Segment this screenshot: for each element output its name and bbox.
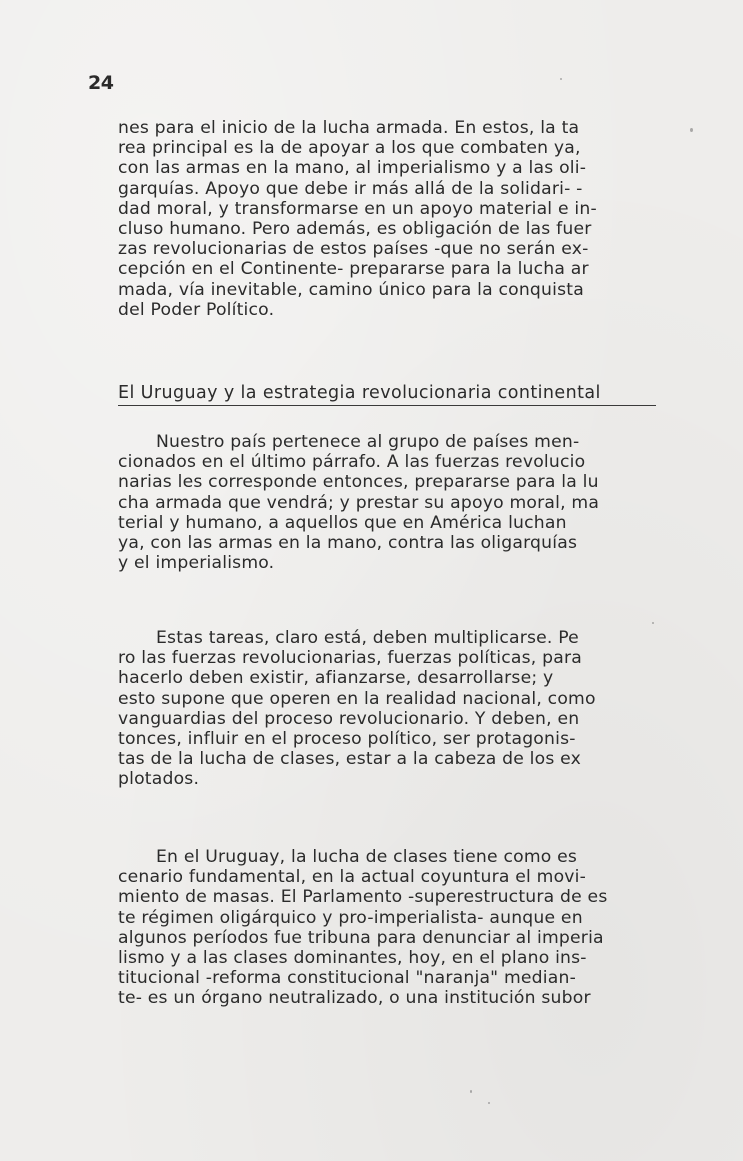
scan-speck bbox=[470, 1090, 472, 1093]
text-line: narias les corresponde entonces, prepararse para la lu bbox=[118, 472, 599, 493]
text-line: vanguardias del proceso revolucionario. Y deben, en bbox=[118, 708, 580, 729]
scan-speck bbox=[690, 128, 693, 132]
text-line: dad moral, y transformarse en un apoyo material e in- bbox=[118, 198, 597, 219]
paragraph-3 bbox=[118, 628, 658, 790]
text-line: lismo y a las clases dominantes, hoy, en el plano ins- bbox=[118, 947, 587, 968]
section-heading: El Uruguay y la estrategia revolucionaria continental bbox=[118, 383, 601, 403]
page-number: 24 bbox=[88, 72, 114, 94]
paragraph-1 bbox=[118, 118, 658, 320]
text-line: cha armada que vendrá; y prestar su apoyo moral, ma bbox=[118, 492, 600, 513]
text-line: cenario fundamental, en la actual coyuntura el movi- bbox=[118, 867, 587, 888]
scan-speck bbox=[652, 622, 654, 624]
text-line: garquías. Apoyo que debe ir más allá de la solidari- - bbox=[118, 178, 583, 199]
text-line: del Poder Político. bbox=[118, 299, 275, 320]
scan-speck bbox=[488, 1102, 490, 1104]
text-line: te régimen oligárquico y pro-imperialista- aunque en bbox=[118, 907, 583, 928]
text-line: plotados. bbox=[118, 769, 200, 790]
text-line: titucional -reforma constitucional "naranja" median- bbox=[118, 968, 576, 989]
text-line: con las armas en la mano, al imperialismo y a las oli- bbox=[118, 158, 587, 179]
text-line: ro las fuerzas revolucionarias, fuerzas políticas, para bbox=[118, 648, 582, 669]
text-line: tonces, influir en el proceso político, ser protagonis- bbox=[118, 728, 576, 749]
text-line: rea principal es la de apoyar a los que combaten ya, bbox=[118, 138, 581, 159]
text-line: hacerlo deben existir, afianzarse, desarrollarse; y bbox=[118, 668, 554, 689]
scan-speck bbox=[560, 78, 562, 80]
text-line: cionados en el último párrafo. A las fuerzas revolucio bbox=[118, 452, 586, 473]
text-line: ya, con las armas en la mano, contra las oligarquías bbox=[118, 532, 578, 553]
text-line: cepción en el Continente- prepararse para la lucha ar bbox=[118, 259, 589, 280]
text-line: algunos períodos fue tribuna para denunciar al imperia bbox=[118, 927, 604, 948]
text-line: mada, vía inevitable, camino único para la conquista bbox=[118, 279, 584, 300]
text-line: te- es un órgano neutralizado, o una institución subor bbox=[118, 988, 591, 1009]
text-line: cluso humano. Pero además, es obligación de las fuer bbox=[118, 218, 592, 239]
text-line: esto supone que operen en la realidad nacional, como bbox=[118, 688, 596, 709]
text-line: y el imperialismo. bbox=[118, 553, 275, 574]
section-heading-underline bbox=[118, 382, 656, 406]
paragraph-2 bbox=[118, 432, 658, 573]
text-line: Nuestro país pertenece al grupo de países men- bbox=[156, 432, 580, 452]
text-line: miento de masas. El Parlamento -superestructura de es bbox=[118, 887, 608, 908]
text-line: En el Uruguay, la lucha de clases tiene como es bbox=[156, 847, 578, 867]
text-line: nes para el inicio de la lucha armada. En estos, la ta bbox=[118, 118, 580, 138]
text-line: tas de la lucha de clases, estar a la cabeza de los ex bbox=[118, 749, 582, 770]
text-line: Estas tareas, claro está, deben multiplicarse. Pe bbox=[156, 628, 579, 648]
paragraph-4 bbox=[118, 847, 658, 1009]
text-line: zas revolucionarias de estos países -que no serán ex- bbox=[118, 239, 589, 260]
text-line: terial y humano, a aquellos que en América luchan bbox=[118, 512, 567, 533]
